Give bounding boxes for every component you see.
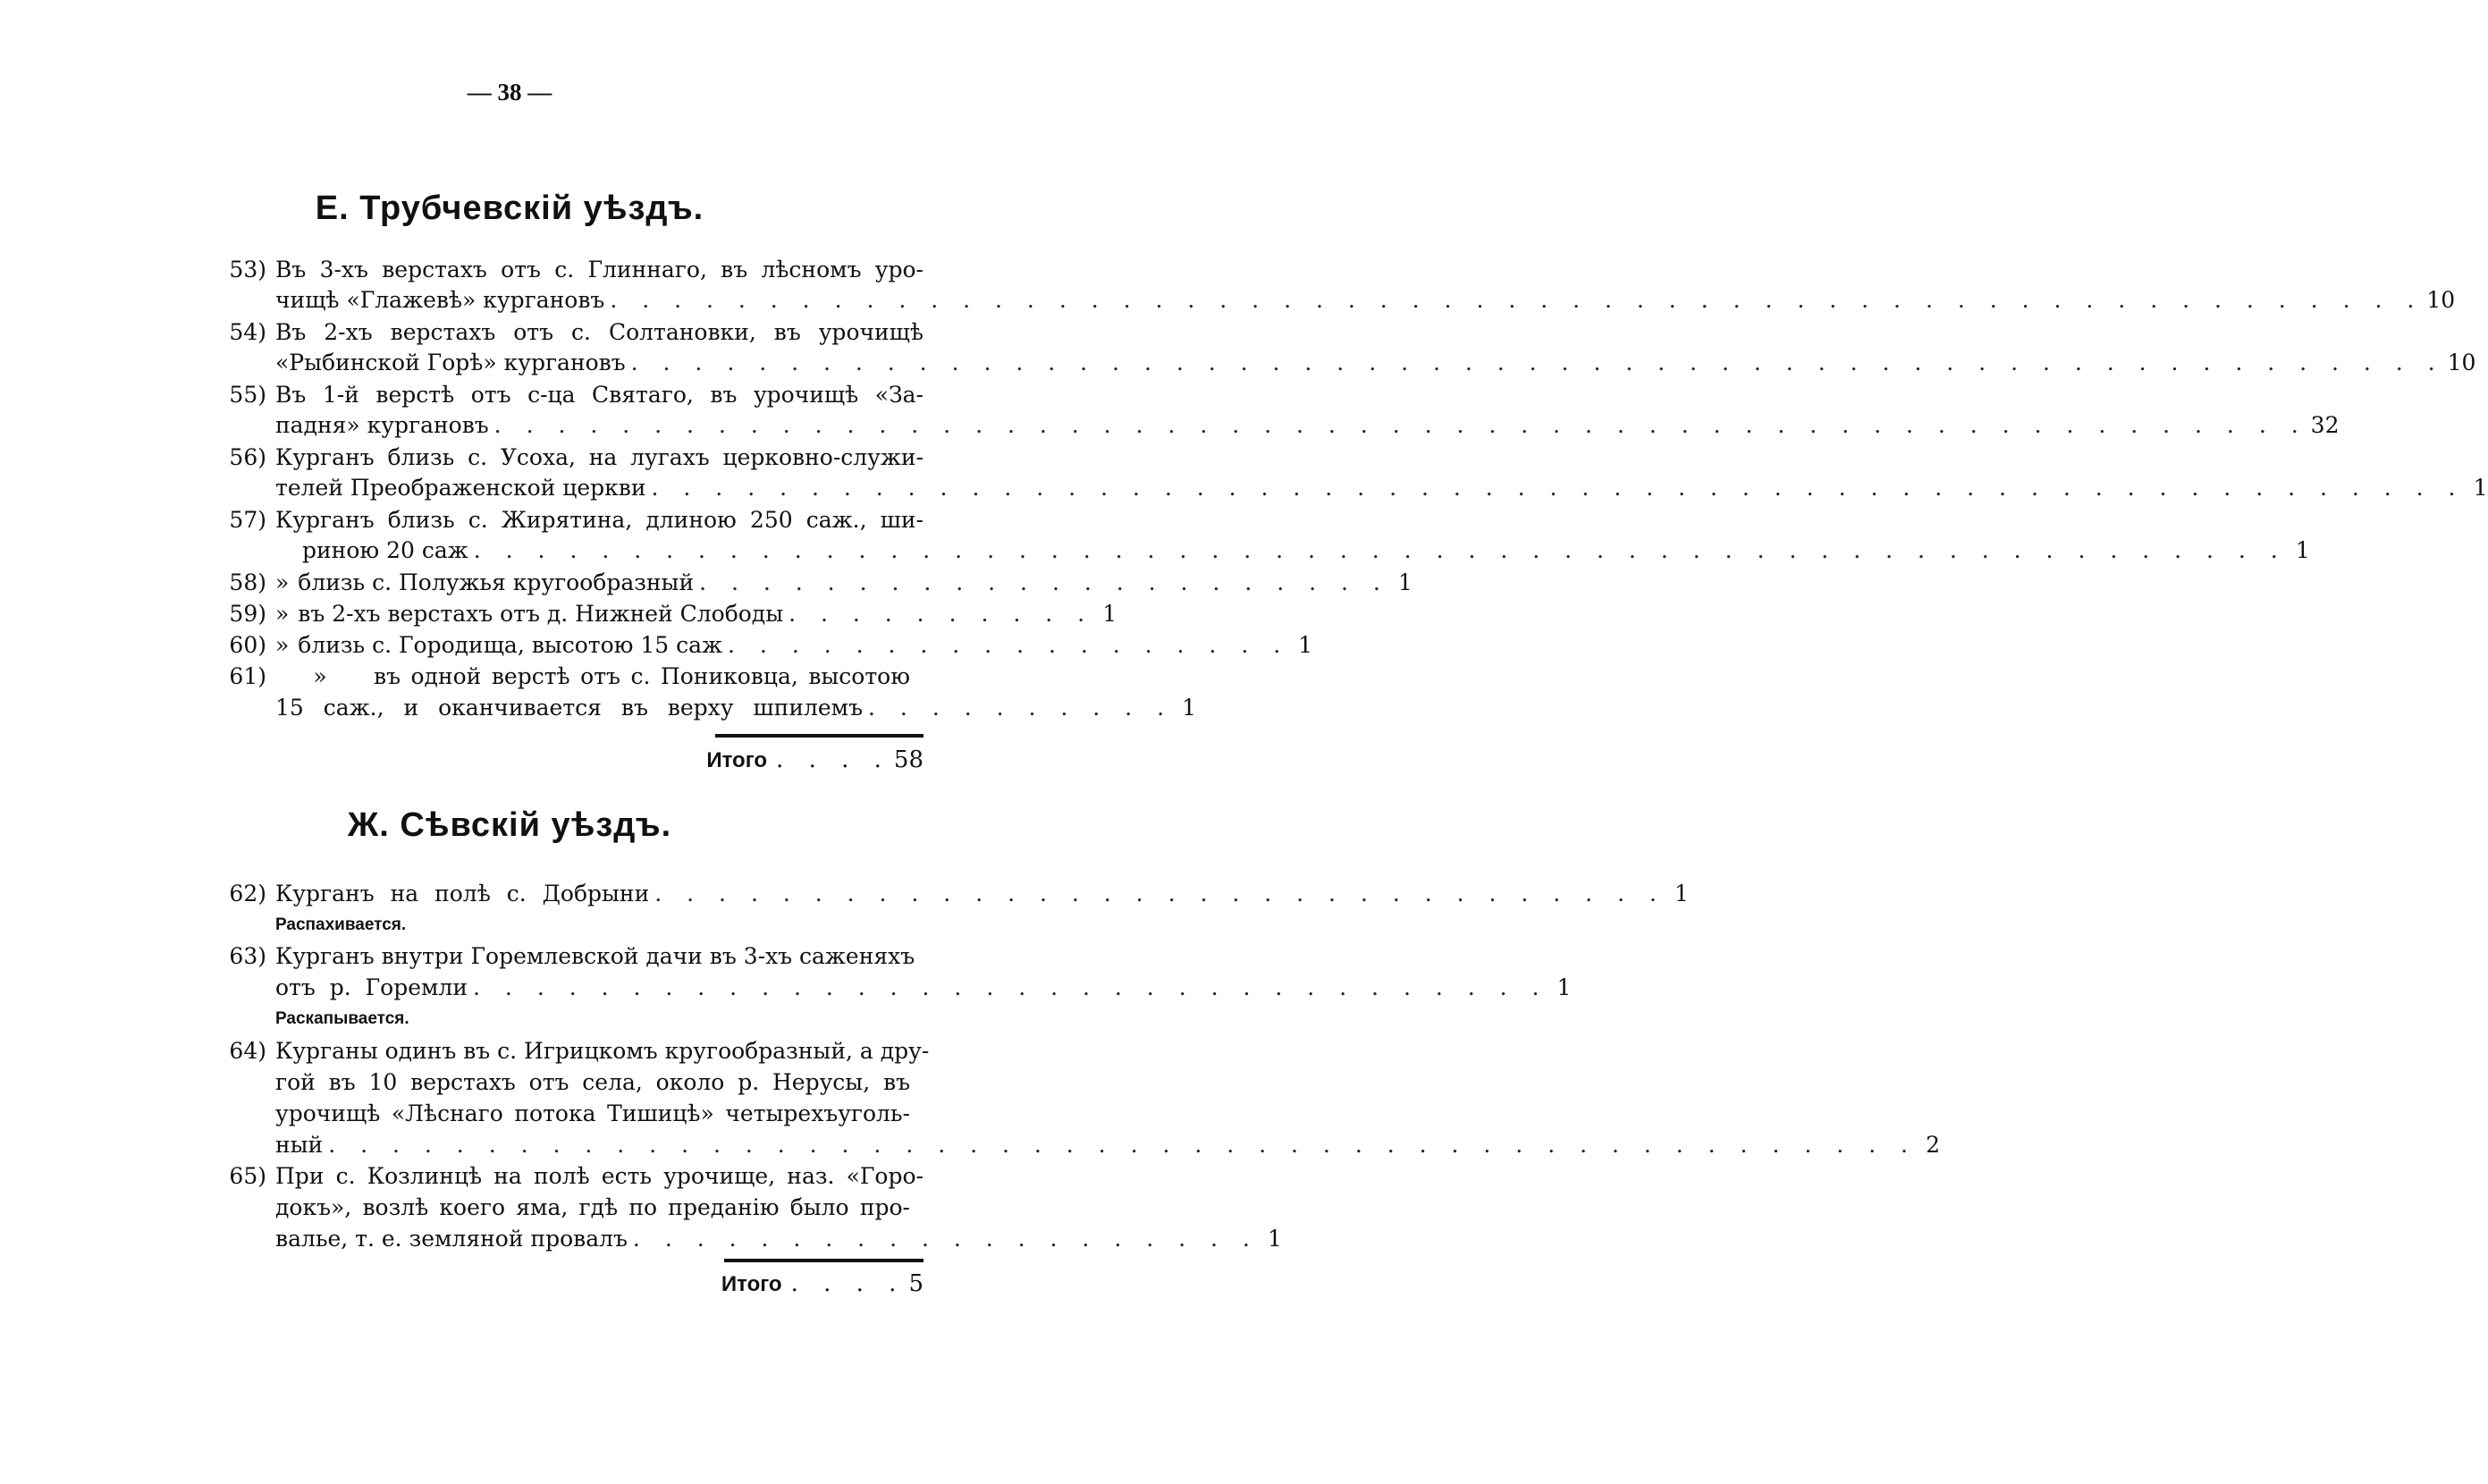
dot-leader: . . . . . . . . . . . . . . . . . . . . . . . . . . . . . . . . [654, 881, 1666, 906]
entry-text: телей Преображенской церкви [275, 475, 646, 501]
entry-count: 1 [1397, 569, 1413, 595]
dot-leader: . . . . . . . . . . . . . . . . . . . . . . . . . . . . . . . . . . . . . . . . . . . . . . . . . . . . . . . . . [630, 350, 2444, 375]
list-item [0, 878, 1689, 910]
entry-number: 54) [229, 319, 266, 345]
entry-text: Курганы одинъ въ с. Игрицкомъ кругообразный, а дру- [275, 1038, 930, 1064]
entry-text: урочищѣ «Лѣснаго потока Тишицѣ» четырехъуголь- [275, 1100, 910, 1126]
entry-text: Курганъ близь с. Усоха, на лугахъ церковно-служи- [275, 444, 924, 470]
list-item [0, 1035, 1019, 1067]
total-value: 5 [908, 1270, 924, 1297]
dot-leader: . . . . . . . . . . . . . . . . . . . . . . [699, 569, 1389, 595]
dot-leader: . . . . . . . . . . . . . . . . . . [728, 632, 1290, 658]
list-item-continuation [0, 535, 2310, 567]
entry-count: 10 [2447, 350, 2476, 375]
entry-text: Курганъ на полѣ с. Добрыни [275, 881, 650, 906]
entry-number: 57) [229, 507, 266, 533]
total-rule [715, 734, 924, 738]
dot-leader: . . . . . . . . . . . . . . . . . . . . . . . . . . . . . . . . . . [473, 974, 1548, 1000]
entry-text: риною 20 саж [302, 537, 468, 563]
dot-leader: . . . . . . . . . . [789, 601, 1094, 627]
list-item-continuation [0, 347, 2476, 379]
entry-text: Въ 2-хъ верстахъ отъ с. Солтановки, въ урочищѣ [275, 319, 924, 345]
total-label: Итого [706, 748, 768, 772]
list-item-continuation [0, 1067, 1019, 1099]
entry-text: чищѣ «Глажевѣ» кургановъ [275, 287, 605, 313]
section-total [706, 1266, 924, 1302]
page-number: — 38 — [467, 79, 552, 105]
list-item [0, 504, 1019, 536]
list-item [0, 1160, 1019, 1193]
entry-number: 53) [229, 257, 266, 282]
total-label: Итого [721, 1272, 782, 1296]
list-item-continuation [0, 409, 2340, 442]
dot-leader: . . . . . . . . . . . . . . . . . . . . . . . . . . . . . . . . . . . . . . . . . . . . . . . . . . . . . . . . . [651, 475, 2465, 501]
entry-text: близь с. Полужья кругообразный [298, 569, 695, 595]
list-item [0, 316, 1019, 349]
entry-count: 1 [1298, 632, 1313, 658]
entry-count: 1 [1674, 881, 1689, 906]
list-item [0, 379, 1019, 411]
entry-count: 2 [1926, 1132, 1940, 1158]
list-item-continuation [0, 1192, 1019, 1224]
entry-count: 1 [1267, 1226, 1282, 1252]
entry-text: ный [275, 1132, 324, 1158]
entry-text: близь с. Городища, высотою 15 саж [298, 632, 723, 658]
entry-note: Раскапывается. [275, 1009, 409, 1028]
entry-text: «Рыбинской Горѣ» кургановъ [275, 350, 626, 375]
list-item [0, 661, 1019, 693]
list-item-continuation [0, 1098, 1019, 1130]
entry-number: 59) [229, 601, 266, 627]
ditto-mark: » [275, 632, 290, 658]
list-item-continuation [0, 692, 1197, 724]
list-item [0, 567, 1413, 599]
list-item-continuation [0, 472, 2488, 504]
total-rule [724, 1259, 924, 1262]
entry-text: Курганъ внутри Горемлевской дачи въ 3-хъ саженяхъ [275, 943, 915, 969]
section-total [697, 742, 924, 778]
dot-leader: . . . . . . . . . . . . . . . . . . . . . . . . . . . . . . . . . . . . . . . . . . . . . . . . . . . . . . . . . [610, 287, 2424, 313]
ditto-mark: » [275, 601, 290, 627]
entry-count: 1 [1102, 601, 1117, 627]
list-item-continuation [0, 1223, 1282, 1255]
entry-count: 10 [2426, 287, 2456, 313]
entry-number: 62) [229, 881, 266, 906]
dot-leader: . . . . . . . . . . . . . . . . . . . . . . . . . . . . . . . . . . . . . . . . . . . . . . . . . . . . . . . . . [473, 537, 2287, 563]
list-item-continuation [0, 1129, 1940, 1161]
dot-leader: . . . . [790, 1270, 906, 1297]
entry-number: 56) [229, 444, 266, 470]
entry-text: Въ 1-й верстѣ отъ с-ца Святаго, въ урочищѣ «За- [275, 382, 924, 408]
dot-leader: . . . . . . . . . . . . . . . . . . . . . . . . . . . . . . . . . . . . . . . . . . . . . . . . . . [328, 1132, 1917, 1158]
entry-count: 1 [2295, 537, 2310, 563]
entry-number: 58) [229, 569, 266, 595]
dot-leader: . . . . . . . . . . [868, 695, 1174, 721]
dot-leader: . . . . . . . . . . . . . . . . . . . . . . . . . . . . . . . . . . . . . . . . . . . . . . . . . . . . . . . . . [493, 412, 2307, 438]
entry-number: 61) [229, 663, 266, 689]
section-title-e: Е. Трубчевскій уѣздъ. [315, 190, 704, 227]
entry-text: падня» кургановъ [275, 412, 489, 438]
list-item [0, 940, 1019, 973]
entry-text: Курганъ близь с. Жирятина, длиною 250 саж., ши- [275, 507, 924, 533]
total-value: 58 [893, 746, 924, 773]
dot-leader: . . . . [776, 746, 890, 773]
entry-text: въ одной верстѣ отъ с. Пониковца, высотою [374, 663, 910, 689]
entry-text: отъ р. Горемли [275, 974, 468, 1000]
list-item-continuation [0, 284, 2456, 316]
entry-text: валье, т. е. земляной провалъ [275, 1226, 628, 1252]
entry-count: 1 [1556, 974, 1572, 1000]
entry-text: Въ 3-хъ верстахъ отъ с. Глиннаго, въ лѣсномъ уро- [275, 257, 924, 282]
entry-count: 1 [2473, 475, 2488, 501]
entry-text: въ 2-хъ верстахъ отъ д. Нижней Слободы [298, 601, 784, 627]
list-item [0, 254, 1019, 286]
section-title-zh: Ж. Сѣвскій уѣздъ. [347, 806, 672, 844]
entry-count: 1 [1182, 695, 1197, 721]
entry-number: 63) [229, 943, 266, 969]
list-item [0, 629, 1313, 662]
entry-count: 32 [2310, 412, 2340, 438]
entry-number: 65) [229, 1163, 266, 1189]
dot-leader: . . . . . . . . . . . . . . . . . . . . [632, 1226, 1259, 1252]
list-item [0, 598, 1117, 630]
entry-number: 64) [229, 1038, 266, 1064]
entry-text: При с. Козлинцѣ на полѣ есть урочище, наз. «Горо- [275, 1163, 924, 1189]
entry-text: гой въ 10 верстахъ отъ села, около р. Нерусы, въ [275, 1069, 910, 1095]
ditto-mark: » [275, 569, 290, 595]
list-item-continuation [0, 972, 1572, 1004]
entry-note: Распахивается. [275, 915, 407, 934]
entry-number: 55) [229, 382, 266, 408]
list-item [0, 442, 1019, 474]
entry-text: 15 саж., и оканчивается въ верху шпилемъ [275, 695, 864, 721]
entry-number: 60) [229, 632, 266, 658]
ditto-mark: » [313, 663, 327, 689]
entry-text: докъ», возлѣ коего яма, гдѣ по преданію было про- [275, 1194, 910, 1220]
